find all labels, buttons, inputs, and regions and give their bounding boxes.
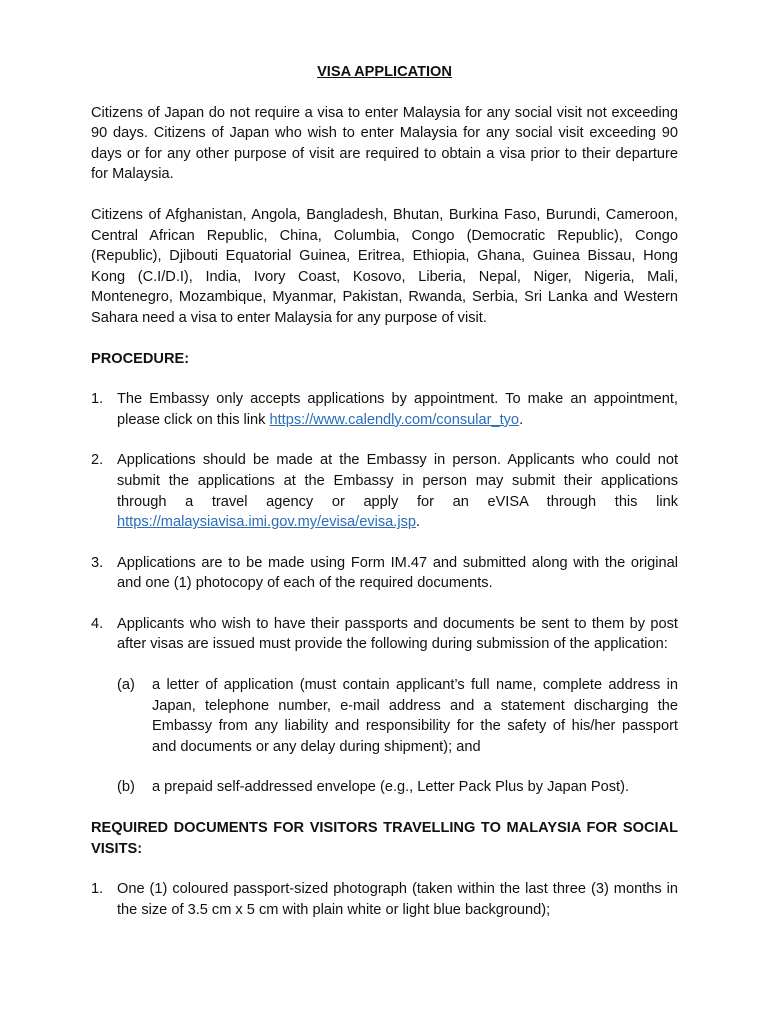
subitem-label: (a) [117,677,135,694]
subitem-text: a prepaid self-addressed envelope (e.g., Letter Pack Plus by Japan Post). [152,779,630,796]
procedure-item-text-before: Applications should be made at the Embassy in person. Applicants who could not submit the applications at the Embassy in person may submit their applications through a travel agency or apply for an eVISA through this link [117,452,678,510]
procedure-item-text [117,389,678,430]
procedure-item-number: 2. [91,452,104,469]
calendly-appointment-link[interactable]: https://www.calendly.com/consular_tyo [269,411,520,428]
subitem-label: (b) [117,779,135,796]
procedure-item-1 [91,389,678,430]
procedure-item-text: Applicants who wish to have their passports and documents be sent to them by post after visas are issued must provide the following during submission of the application: [117,615,678,653]
procedure-item-4 [91,614,678,655]
procedure-item-number: 4. [91,615,104,632]
paragraph-japan-visa-exemption: Citizens of Japan do not require a visa to enter Malaysia for any social visit not exceeding 90 days. Citizens of Japan who wish to enter Malaysia for any social visit exceeding 90 days or for any other purpose of visit are required to obtain a visa prior to their departure for Malaysia. [91,104,678,183]
procedure-item-text [117,450,678,532]
procedure-heading: PROCEDURE: [91,350,190,367]
procedure-subitem-b [117,777,678,798]
procedure-item-2 [91,450,678,532]
required-documents-heading: REQUIRED DOCUMENTS FOR VISITORS TRAVELLING TO MALAYSIA FOR SOCIAL VISITS: [91,820,678,857]
procedure-item-number: 3. [91,554,104,571]
procedure-item-3 [91,553,678,594]
procedure-subitem-a [117,675,678,757]
evisa-link[interactable]: https://malaysiavisa.imi.gov.my/evisa/evisa.jsp [117,514,417,531]
document-page [91,62,678,940]
paragraph-visa-required-countries: Citizens of Afghanistan, Angola, Bangladesh, Bhutan, Burkina Faso, Burundi, Cameroon, Central African Republic, China, Columbia, Congo (Democratic Republic), Congo (Republic), Djibouti Equatorial Guinea, Eritrea, Ethiopia, Ghana, Guinea Bissau, Hong Kong (C.I/D.I), India, Ivory Coast, Kosovo, Liberia, Nepal, Niger, Nigeria, Mali, Montenegro, Mozambique, Myanmar, Pakistan, Rwanda, Serbia, Sri Lanka and Western Sahara need a visa to enter Malaysia for any purpose of visit. [91,206,678,326]
procedure-item-text-before: The Embassy only accepts applications by appointment. To make an appointment, please click on this link [117,391,678,428]
procedure-item-number: 1. [91,391,104,408]
procedure-item-text-after: . [416,514,421,531]
required-document-item-1 [91,879,678,920]
page-title: VISA APPLICATION [317,64,452,80]
required-document-text: One (1) coloured passport-sized photograph (taken within the last three (3) months in the size of 3.5 cm x 5 cm with plain white or light blue background); [117,881,678,918]
subitem-text: a letter of application (must contain applicant’s full name, complete address in Japan, telephone number, e-mail address and a statement discharging the Embassy from any liability and responsibility for the safety of his/her passport and documents or any delay during shipment); and [152,677,678,755]
procedure-item-text: Applications are to be made using Form IM.47 and submitted along with the original and one (1) photocopy of each of the required documents. [117,554,678,592]
required-document-number: 1. [91,881,104,898]
procedure-item-text-after: . [519,411,524,428]
